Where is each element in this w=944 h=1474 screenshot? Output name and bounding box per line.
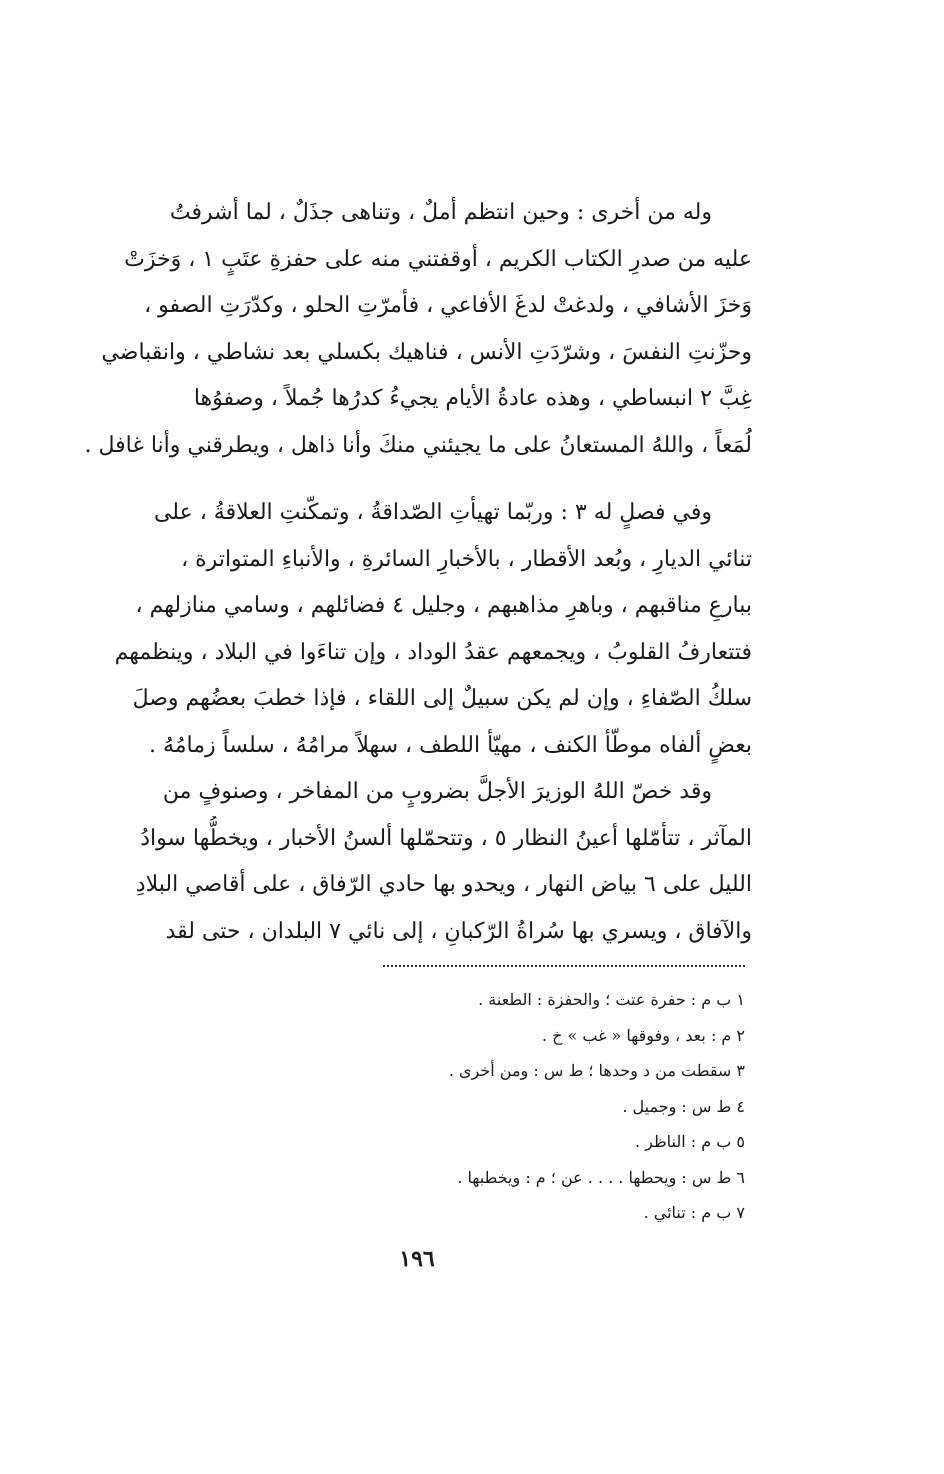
- footnote: ٦ ط س : ويحطها . . . . عن ؛ م : ويخطبها .: [457, 1167, 745, 1187]
- text-line: والآفاق ، ويسري بها سُراةُ الرّكبانِ ، إلى نائي ٧ البلدان ، حتى لقد: [165, 918, 752, 944]
- text-line: الليل على ٦ بياض النهار ، ويحدو بها حادي الرّفاق ، على أقاصي البلادِ: [135, 872, 752, 897]
- footnote-separator: [383, 965, 745, 967]
- footnote: ٣ سقطت من د وحدها ؛ ط س : ومن أخرى .: [448, 1061, 745, 1080]
- text-line: ببارعِ مناقبهم ، وباهرِ مذاهبهم ، وجليل ٤ فضائلهم ، وسامي منازلهم ،: [135, 593, 752, 618]
- text-line: تنائي الديارِ ، وبُعد الأقطار ، بالأخبارِ السائرةِ ، والأنباءِ المتواترة ،: [181, 546, 752, 572]
- footnote: ٢ م : بعد ، وفوقها « غب » خ .: [541, 1025, 745, 1045]
- text-line: بعضٍ ألفاه موطّأ الكنف ، مهيّأ اللطف ، سهلاً مرامُهُ ، سلساً زمامُهُ .: [148, 732, 752, 758]
- text-line: سلكُ الصّفاءِ ، وإن لم يكن سبيلٌ إلى اللقاء ، فإذا خطبَ بعضُهم وصلَ: [132, 686, 752, 711]
- text-line: وَخزَ الأشافي ، ولدغتْ لدغَ الأفاعي ، فأمرّتِ الحلو ، وكدّرَتِ الصفو ،: [144, 293, 752, 318]
- text-line: غِبَّ ٢ انبساطي ، وهذه عادةُ الأيام يجيءُ كدرُها جُملاً ، وصفوُها: [193, 386, 752, 411]
- text-line: المآثر ، تتأمّلها أعينُ النظار ٥ ، وتتحمّلها ألسنُ الأخبار ، ويخطُّها سوادُ: [140, 825, 752, 851]
- text-line: فتتعارفُ القلوبُ ، ويجمعهم عقدُ الوداد ، وإن تناءَوا في البلاد ، وينظمهم: [114, 639, 752, 665]
- text-line: وحزّنتِ النفسَ ، وشرّدَتِ الأنس ، فناهيك بكسلي بعد نشاطي ، وانقباضي: [101, 339, 752, 365]
- paragraph-2: [80, 490, 752, 955]
- footnotes: [300, 982, 745, 1231]
- page-number: ١٩٦: [399, 1246, 435, 1272]
- paragraph-1: [80, 190, 752, 469]
- footnote: ٧ ب م : تنائي .: [643, 1203, 745, 1222]
- text-line: وفي فصلٍ له ٣ : وربّما تهيأتِ الصّداقةُ ، وتمكّنتِ العلاقةُ ، على: [153, 500, 712, 525]
- text-line: وله من أخرى : وحين انتظم أملٌ ، وتناهى جذَلٌ ، لما أشرفتُ: [169, 200, 712, 225]
- text-line: وقد خصّ اللهُ الوزيرَ الأجلَّ بضروبٍ من المفاخر ، وصنوفٍ من: [162, 779, 712, 804]
- footnote: ٤ ط س : وجميل .: [622, 1096, 745, 1116]
- text-line: عليه من صدرِ الكتاب الكريم ، أوقفتني منه على حفزةِ عتَبٍ ١ ، وَخزَتْ: [124, 246, 752, 272]
- footnote: ٥ ب م : الناظر .: [634, 1132, 745, 1151]
- footnote: ١ ب م : حفرة عتت ؛ والحفزة : الطعنة .: [478, 990, 745, 1009]
- text-line: لُمَعاً ، واللهُ المستعانُ على ما يجيئني منكَ وأنا ذاهل ، ويطرقني وأنا غافل .: [84, 432, 752, 458]
